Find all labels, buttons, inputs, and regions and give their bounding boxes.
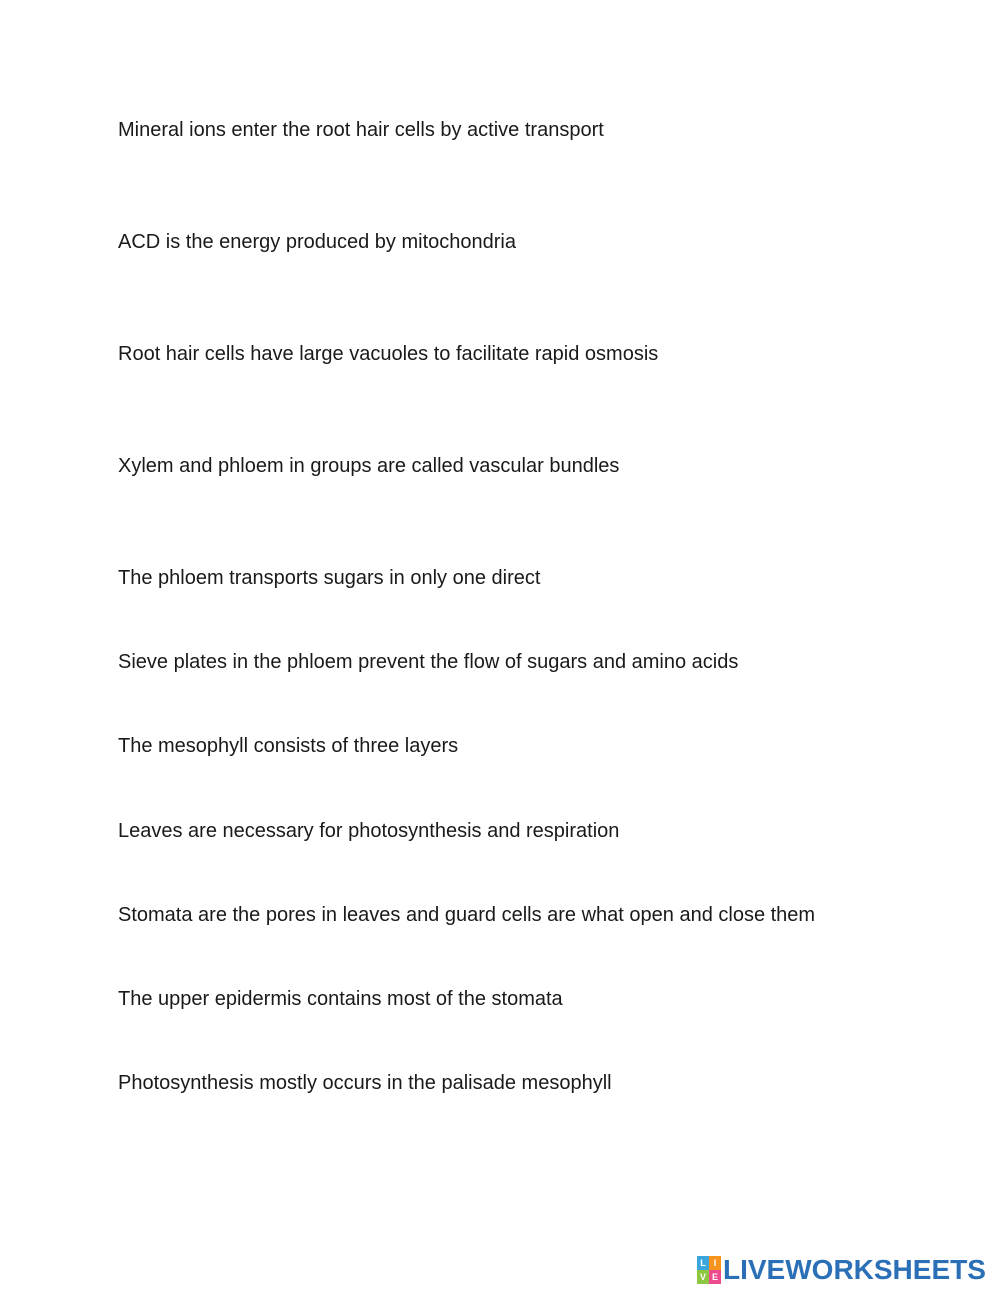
statement-11: Photosynthesis mostly occurs in the palisade mesophyll bbox=[118, 1072, 612, 1094]
statement-3: Root hair cells have large vacuoles to facilitate rapid osmosis bbox=[118, 343, 659, 365]
statement-7: The mesophyll consists of three layers bbox=[118, 735, 459, 757]
liveworksheets-logo bbox=[697, 1255, 986, 1285]
logo-mark-letter: V bbox=[697, 1270, 709, 1284]
logo-mark-icon bbox=[697, 1256, 721, 1284]
statement-2: ACD is the energy produced by mitochondria bbox=[118, 231, 516, 253]
statement-10: The upper epidermis contains most of the stomata bbox=[118, 988, 563, 1010]
logo-mark-letter: L bbox=[697, 1256, 709, 1270]
statement-9: Stomata are the pores in leaves and guard cells are what open and close them bbox=[118, 904, 816, 926]
logo-mark-letter: E bbox=[709, 1270, 721, 1284]
statement-4: Xylem and phloem in groups are called vascular bundles bbox=[118, 455, 620, 477]
logo-text: LIVEWORKSHEETS bbox=[723, 1254, 986, 1285]
statement-8: Leaves are necessary for photosynthesis and respiration bbox=[118, 820, 620, 842]
statement-1: Mineral ions enter the root hair cells by active transport bbox=[118, 119, 604, 141]
logo-mark-letter: I bbox=[709, 1256, 721, 1270]
statement-5: The phloem transports sugars in only one direct bbox=[118, 567, 541, 589]
statement-6: Sieve plates in the phloem prevent the flow of sugars and amino acids bbox=[118, 651, 739, 673]
